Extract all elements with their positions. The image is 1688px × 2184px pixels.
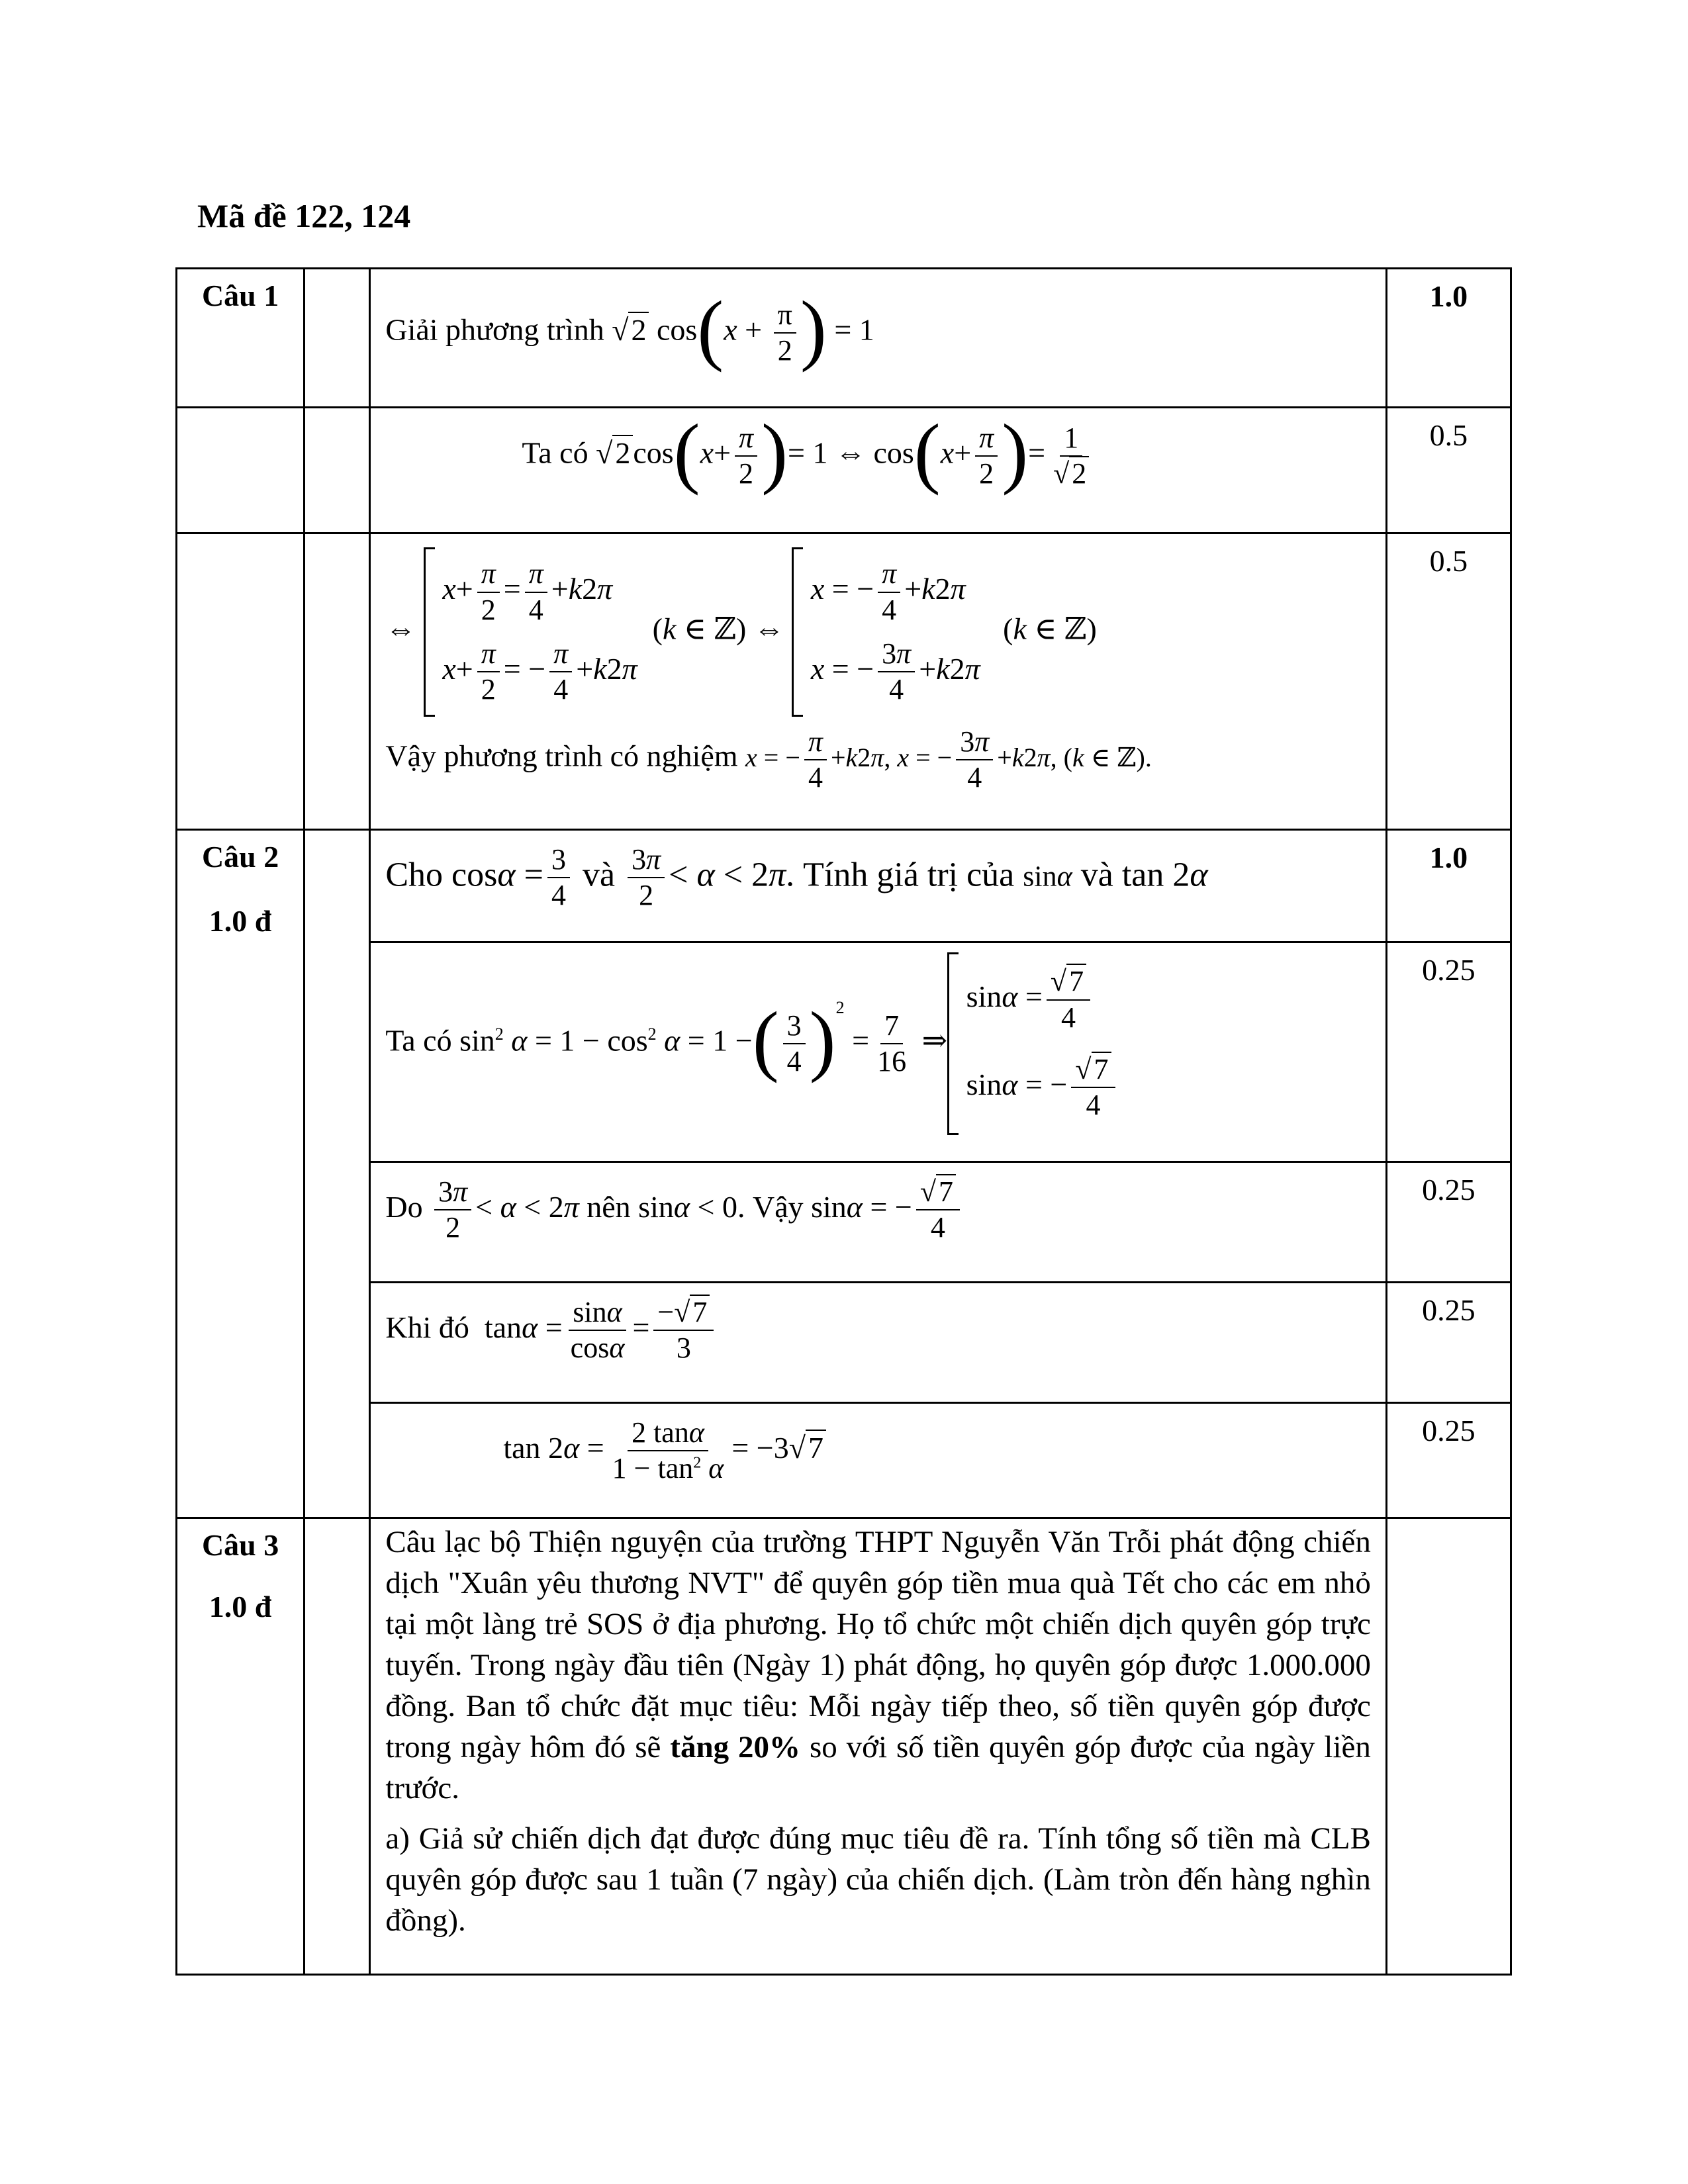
score: 0.25 [1422, 953, 1476, 987]
page-title: Mã đề 122, 124 [197, 197, 411, 234]
q1-step1: Ta có √2cos(x+ $\frac{\pi}{2}$ )= 1 ⇔ cos(x+ $\frac{\pi}{2}$ )= $\frac{1}{√2}$ [371, 408, 1385, 496]
q2-step4: tan 2α = $\frac{2 \tan\alpha}{1 - \tan^2 \alpha}$ = −3√7 [371, 1404, 1385, 1485]
score: 1.0 [1429, 279, 1468, 313]
score: 0.25 [1422, 1173, 1476, 1206]
q2-prompt: Cho cosα = $\frac{3}{4}$ và $\frac{3\pi}{2}$ < α < 2π. Tính giá trị của sinα và tan 2α [385, 843, 1208, 912]
table-row [177, 1162, 1511, 1283]
table-row [177, 830, 1511, 942]
answer-table [175, 267, 1512, 1976]
table-row [177, 269, 1511, 408]
q2-step3: Khi đó tanα = $\frac{\sin\alpha}{\cos\alpha}$ = $\frac{-√7}{3}$ [371, 1283, 1385, 1365]
table-row [177, 533, 1511, 830]
score: 0.25 [1422, 1414, 1476, 1447]
q1-prompt-text: Giải phương trình [385, 312, 604, 347]
q1-step2-system: ⇔ x+ $\frac{\pi}{2}$ = $\frac{\pi}{4}$ +k2π x+ $\frac{\pi}{2}$ = − $\frac{\pi}{4}$ +k2π (k ∈ ℤ) ⇔ x = − $\frac{\pi}{4}$ +k2π x = − $\frac{3\pi}{4}$ +k2π (k ∈ ℤ) [371, 534, 1385, 717]
table-row [177, 1518, 1511, 1975]
q1-conclusion: Vậy phương trình có nghiệm x = − $\frac{\pi}{4}$ +k2π, x = − $\frac{3\pi}{4}$ +k2π, (k ∈ ℤ). [385, 725, 1152, 794]
score: 0.5 [1429, 544, 1468, 578]
question-label: Câu 2 1.0 đ [201, 840, 279, 938]
table-row [177, 408, 1511, 533]
q3-part-a: a) Giả sử chiến dịch đạt được đúng mục tiêu đề ra. Tính tổng số tiền mà CLB quyên góp được sau 1 tuần (7 ngày) của chiến dịch. (Làm tròn đến hàng nghìn đồng). [385, 1821, 1371, 1938]
q3-problem-text: Câu lạc bộ Thiện nguyện của trường THPT Nguyễn Văn Trỗi phát động chiến dịch "Xuân yêu thương NVT" để quyên góp tiền mua quà Tết cho các em nhỏ tại một làng trẻ SOS ở địa phương. Họ tổ chức một chiến dịch quyên góp trực tuyến. Trong ngày đầu tiên (Ngày 1) phát động, họ quyên góp được 1.000.000 đồng. Ban tổ chức đặt mục tiêu: Mỗi ngày tiếp theo, số tiền quyên góp được trong ngày hôm đó sẽ tăng 20% so với số tiền quyên góp được của ngày liền trước. a) Giả sử chiến dịch đạt được đúng mục tiêu đề ra. Tính tổng số tiền mà CLB quyên góp được sau 1 tuần (7 ngày) của chiến dịch. (Làm tròn đến hàng nghìn đồng). [371, 1519, 1385, 1941]
question-label: Câu 1 [201, 279, 279, 312]
q1-step1-prefix: Ta có [522, 435, 588, 470]
table-row [177, 1403, 1511, 1518]
q1-prompt: Giải phương trình √2 cos(x + $\frac{\pi}{2}$ ) = 1 [385, 285, 874, 373]
score: 0.25 [1422, 1293, 1476, 1327]
score: 1.0 [1429, 841, 1468, 874]
q2-step2: Do $\frac{3\pi}{2}$ < α < 2π nên sinα < 0. Vậy sinα = − $\frac{√7}{4}$ [371, 1163, 1385, 1244]
table-row [177, 1283, 1511, 1403]
score: 0.5 [1429, 418, 1468, 452]
q1-conclusion-prefix: Vậy phương trình có nghiệm [385, 739, 738, 773]
question-label: Câu 3 1.0 đ [201, 1528, 279, 1623]
q2-step1: Ta có $\sin^2 \alpha = 1 - \cos^2 \alpha = 1$ −( $\frac{3}{4}$ )$^2$ = $\frac{7}{16}$ ⇒ sinα = $\frac{√7}{4}$ sinα = − $\frac{√7}{4}$ [371, 943, 1385, 1135]
table-row [177, 942, 1511, 1162]
